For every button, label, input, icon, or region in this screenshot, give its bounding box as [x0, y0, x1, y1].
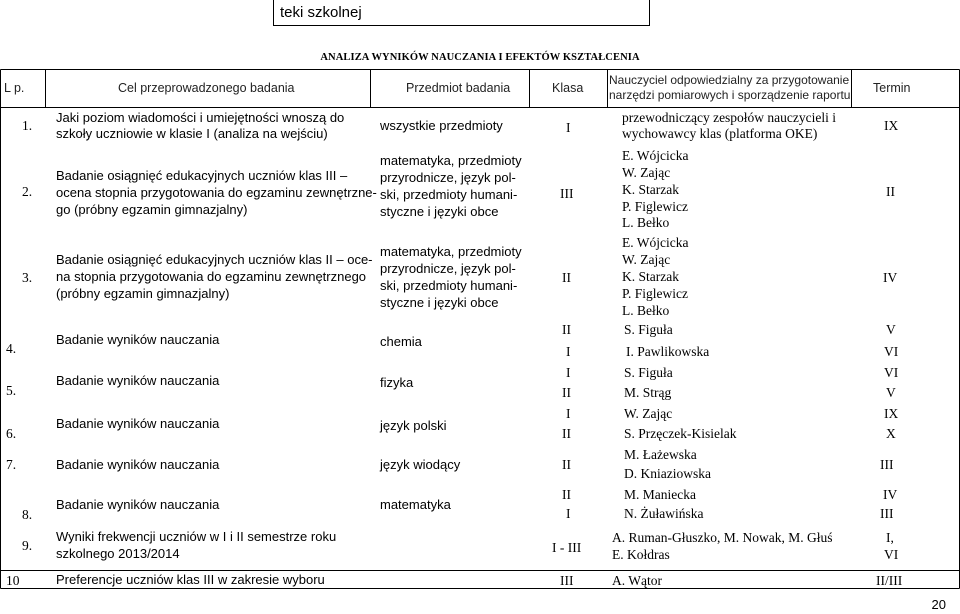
goal-line: go (próbny egzamin gimnazjalny)	[56, 202, 248, 217]
klasa-cell: III	[560, 573, 574, 588]
subject-line: matematyka	[380, 497, 451, 512]
termin-cell: IX	[884, 406, 899, 421]
klasa-cell: II	[562, 457, 571, 472]
teacher-line: S. Przęczek-Kisielak	[624, 426, 737, 441]
teacher-line: wychowawcy klas (platforma OKE)	[622, 126, 818, 141]
goal-line: (próbny egzamin gimnazjalny)	[56, 286, 230, 301]
goal-line: Badanie osiągnięć edukacyjnych uczniów klas II – oce-	[56, 252, 373, 267]
teacher-line: L. Bełko	[622, 303, 670, 318]
header-teacher-line1: Nauczyciel odpowiedzialny za przygotowanie	[609, 73, 850, 87]
teacher-line: D. Kniaziowska	[624, 466, 711, 481]
goal-line: ocena stopnia przygotowania do egzaminu zewnętrzne-	[56, 185, 377, 200]
teacher-line: E. Wójcicka	[622, 148, 689, 163]
klasa-cell: I	[566, 365, 571, 380]
teacher-line: N. Żuławińska	[624, 506, 704, 521]
row-number: 7.	[6, 457, 17, 472]
teacher-line: K. Starzak	[622, 269, 679, 284]
teacher-line: M. Strąg	[624, 385, 672, 400]
teacher-line: W. Zając	[624, 406, 673, 421]
subject-line: ski, przedmioty humani-	[380, 278, 518, 293]
subject-line: matematyka, przedmioty	[380, 153, 522, 168]
termin-cell: VI	[884, 365, 899, 380]
header-teacher-line2: narzędzi pomiarowych i sporządzenie raportu	[609, 88, 851, 102]
termin-cell: I,	[886, 530, 894, 545]
goal-line: na stopnia przygotowania do egzaminu zewnętrznego	[56, 269, 367, 284]
subject-line: przyrodnicze, język pol-	[380, 170, 516, 185]
goal-line: Badanie wyników nauczania	[56, 373, 220, 388]
header-fragment-text: teki szkolnej	[280, 4, 362, 21]
subject-line: ski, przedmioty humani-	[380, 187, 518, 202]
subject-line: język polski	[380, 418, 447, 433]
teacher-line: A. Wątor	[612, 573, 662, 588]
termin-cell: VI	[884, 547, 899, 562]
termin-cell: X	[886, 426, 896, 441]
teacher-line: I. Pawlikowska	[626, 344, 710, 359]
termin-cell: V	[886, 322, 896, 337]
termin-cell: IV	[883, 487, 898, 502]
klasa-cell: I	[566, 344, 571, 359]
row-number: 9.	[22, 538, 33, 553]
header-klasa: Klasa	[552, 81, 584, 95]
goal-line: Badanie wyników nauczania	[56, 416, 220, 431]
subject-line: przyrodnicze, język pol-	[380, 261, 516, 276]
row-number: 4.	[6, 341, 17, 356]
goal-line: Wyniki frekwencji uczniów w I i II semestrze roku	[56, 529, 337, 544]
teacher-line: W. Zając	[622, 252, 671, 267]
header-fragment	[273, 0, 650, 26]
klasa-cell: III	[560, 186, 574, 201]
row-number: 6.	[6, 426, 17, 441]
subject-line: fizyka	[380, 375, 414, 390]
row-number: 1.	[22, 118, 33, 133]
klasa-cell: II	[562, 270, 571, 285]
goal-line: Badanie wyników nauczania	[56, 497, 220, 512]
klasa-cell: II	[562, 487, 571, 502]
teacher-line: S. Figuła	[624, 322, 673, 337]
klasa-cell: I	[566, 506, 571, 521]
row-number: 3.	[22, 270, 33, 285]
header-subject: Przedmiot badania	[406, 81, 511, 95]
goal-line: szkolnego 2013/2014	[56, 546, 180, 561]
row-number: 10	[6, 573, 20, 588]
klasa-cell: II	[562, 385, 571, 400]
teacher-line: A. Ruman-Głuszko, M. Nowak, M. Głuś	[612, 530, 833, 545]
klasa-cell: II	[562, 322, 571, 337]
termin-cell: III	[880, 506, 894, 521]
subject-line: styczne i języki obce	[380, 295, 499, 310]
teacher-line: E. Kołdras	[612, 547, 670, 562]
termin-cell: V	[886, 385, 896, 400]
klasa-cell: I - III	[552, 540, 582, 555]
teacher-line: M. Łażewska	[624, 447, 697, 462]
goal-line: szkoły uczniowie w klasie I (analiza na wejściu)	[56, 126, 328, 141]
page-number: 20	[931, 597, 946, 612]
subject-line: język wiodący	[380, 457, 461, 472]
teacher-line: M. Maniecka	[624, 487, 696, 502]
termin-cell: IV	[883, 270, 898, 285]
header-lp: L p.	[4, 81, 25, 95]
teacher-line: P. Figlewicz	[622, 286, 688, 301]
subject-line: chemia	[380, 334, 422, 349]
teacher-line: L. Bełko	[622, 215, 670, 230]
goal-line: Badanie osiągnięć edukacyjnych uczniów klas III –	[56, 168, 348, 183]
termin-cell: II	[886, 184, 895, 199]
klasa-cell: I	[566, 120, 571, 135]
klasa-cell: II	[562, 426, 571, 441]
header-goal: Cel przeprowadzonego badania	[118, 81, 295, 95]
teacher-line: przewodniczący zespołów nauczycieli i	[622, 110, 837, 125]
termin-cell: VI	[884, 344, 899, 359]
termin-cell: II/III	[876, 573, 903, 588]
header-termin: Termin	[873, 81, 911, 95]
termin-cell: III	[880, 457, 894, 472]
termin-cell: IX	[884, 118, 899, 133]
goal-line: Jaki poziom wiadomości i umiejętności wnoszą do	[56, 110, 345, 125]
row-number: 8.	[22, 507, 33, 522]
goal-line: Badanie wyników nauczania	[56, 332, 220, 347]
teacher-line: S. Figuła	[624, 365, 673, 380]
teacher-line: W. Zając	[622, 165, 671, 180]
subject-line: styczne i języki obce	[380, 204, 499, 219]
teacher-line: K. Starzak	[622, 182, 679, 197]
klasa-cell: I	[566, 406, 571, 421]
row-number: 2.	[22, 184, 33, 199]
subject-line: matematyka, przedmioty	[380, 244, 522, 259]
subject-line: wszystkie przedmioty	[380, 118, 503, 133]
row-number: 5.	[6, 383, 17, 398]
teacher-line: E. Wójcicka	[622, 235, 689, 250]
teacher-line: P. Figlewicz	[622, 199, 688, 214]
document-title: ANALIZA WYNIKÓW NAUCZANIA I EFEKTÓW KSZTAŁCENIA	[320, 52, 640, 63]
goal-line: Badanie wyników nauczania	[56, 457, 220, 472]
goal-line: Preferencje uczniów klas III w zakresie wyboru	[56, 572, 325, 587]
